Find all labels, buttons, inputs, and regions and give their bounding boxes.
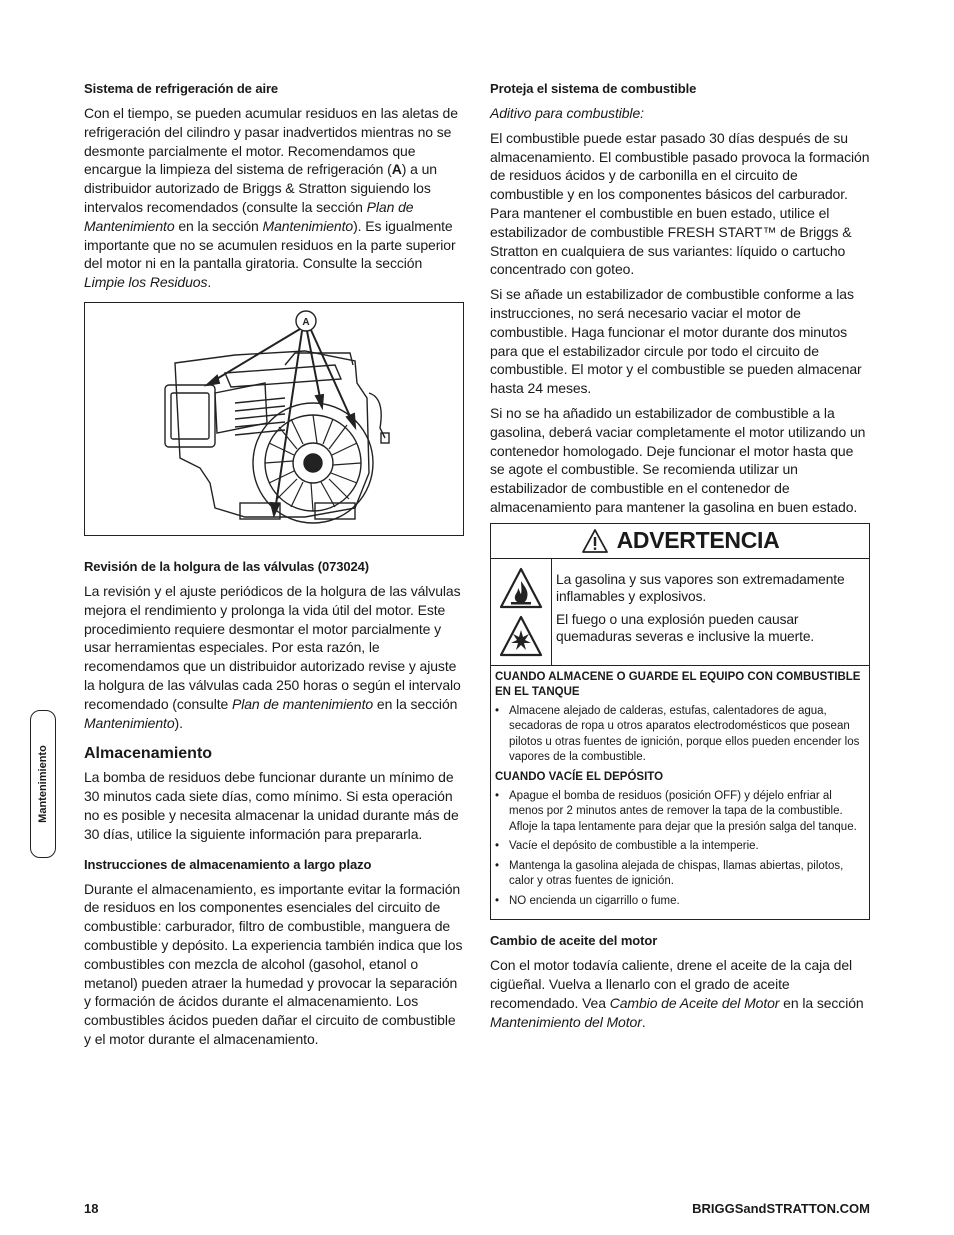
list-item bbox=[495, 859, 865, 890]
section-title-oil-change: Cambio de aceite del motor bbox=[490, 933, 658, 949]
text-run: en la sección bbox=[174, 217, 263, 234]
list-item-text: Mantenga la gasolina alejada de chispas, llamas abiertas, pilotos, calor y otras fuentes de ignición. bbox=[509, 859, 844, 888]
fuel-paragraph-3: Si no se ha añadido un estabilizador de combustible a la gasolina, deberá vaciar completamente el motor utilizando un contenedor homologado. Deje funcionar el motor hasta que se agote el combustible. Se recomienda utilizar un estabilizador de combustible en el contenedor de almacenamiento para mantener la gasolina en buen estado. bbox=[490, 404, 866, 515]
section-title-air-cooling: Sistema de refrigeración de aire bbox=[84, 81, 279, 96]
callout-a-label: A bbox=[302, 316, 310, 328]
text-run-italic: Aditivo para combustible: bbox=[490, 105, 644, 121]
section-title-storage: Almacenamiento bbox=[84, 745, 213, 763]
list-item-text: Vacíe el depósito de combustible a la intemperie. bbox=[509, 840, 759, 853]
engine-cooling-figure bbox=[84, 302, 464, 536]
text-run-bold: A bbox=[391, 161, 402, 178]
explosion-hazard-icon bbox=[499, 615, 543, 657]
text-run-italic: Plan de mantenimiento bbox=[232, 695, 374, 712]
text-run-italic: Plan de Mantenimiento bbox=[84, 198, 414, 234]
text-run-italic: Mantenimiento bbox=[262, 217, 354, 234]
website-footer: BRIGGSandSTRATTON.COM bbox=[692, 1201, 870, 1216]
text-run: ) a un distribuidor autorizado de Briggs & Stratton siguiendo los intervalos recomendados (consulte la sección bbox=[84, 161, 437, 215]
warning-box bbox=[490, 523, 870, 921]
list-item bbox=[495, 839, 865, 855]
list-item-text: NO encienda un cigarrillo o fume. bbox=[509, 894, 680, 907]
bullet: • bbox=[495, 789, 500, 802]
warning-hazard-row bbox=[491, 559, 869, 666]
text-run: La revisión y el ajuste periódicos de la holgura de las válvulas mejora el rendimiento y prolonga la vida útil del motor. Este procedimiento requiere desmontar el motor parcialmente y usar herramientas especiales. Por esta razón, le recomendamos que un distribuidor autorizado revise y ajuste la holgura de las válvulas cada 250 horas o según el intervalo recomendado (consulte bbox=[84, 582, 461, 712]
warning-hazard-text bbox=[552, 559, 869, 665]
valve-clearance-paragraph bbox=[84, 582, 464, 732]
text-run: . bbox=[641, 1013, 646, 1030]
side-tab-label: Mantenimiento bbox=[37, 745, 49, 823]
text-run: en la sección bbox=[779, 994, 864, 1011]
fuel-paragraph-2: Si se añade un estabilizador de combustible conforme a las instrucciones, no será necesario vaciar el motor de combustible. Haga funcionar el motor durante dos minutos para que el estabilizador circule por todo el circuito de combustible. El motor y el combustible se pueden almacenar hasta 24 meses. bbox=[490, 286, 862, 397]
text-run-italic: Mantenimiento bbox=[84, 714, 175, 731]
list-item bbox=[495, 894, 865, 910]
warning-text-2: El fuego o una explosión pueden causar quemaduras severas e inclusive la muerte. bbox=[556, 611, 815, 644]
text-run-italic: Limpie los Residuos bbox=[84, 274, 208, 291]
text-run: Con el tiempo, se pueden acumular residuos en las aletas de refrigeración del cilindro y pasar inadvertidos mientras no se desmonte parcialmente el motor. Recomendamos que encargue la limpieza del sistema de refrigeración ( bbox=[84, 105, 458, 178]
fuel-paragraph-1: El combustible puede estar pasado 30 días después de su almacenamiento. El combustible pasado provoca la formación de residuos ácidos y de carbonilla en el circuito de combustible y en los componentes básicos del carburador. Para mantener el combustible en buen estado, utilice el estabilizador de combustible FRESH START™ de Briggs & Stratton en cualquiera de sus variantes: líquido o cartucho concentrado con goteo. bbox=[490, 129, 870, 278]
list-item-text: Almacene alejado de calderas, estufas, calentadores de agua, secadoras de ropa u otros aparatos electrodomésticos que posean pilotos u otras fuentes de ignición, porque ellos pueden encender los vapores de la combustible. bbox=[509, 704, 860, 764]
section-side-tab bbox=[30, 710, 56, 858]
engine-illustration bbox=[85, 303, 463, 535]
left-column bbox=[84, 80, 464, 1055]
text-run-italic: Mantenimiento del Motor bbox=[490, 1013, 642, 1030]
text-run: ). bbox=[174, 714, 183, 731]
text-run: Con el motor todavía caliente, drene el aceite de la caja del cigüeñal. Vuelva a llenarlo con el grado de aceite recomendado. Vea bbox=[490, 957, 853, 1011]
warning-list-heading-1: CUANDO ALMACENE O GUARDE EL EQUIPO CON COMBUSTIBLE EN EL TANQUE bbox=[495, 670, 861, 698]
fuel-additive-subtitle bbox=[490, 104, 870, 123]
storage-paragraph: La bomba de residuos debe funcionar durante un mínimo de 30 minutos cada siete días, como mínimo. Si esta operación no es posible y necesita almacenar la unidad durante más de 30 días, utilice la siguiente información para prepararla. bbox=[84, 769, 459, 842]
text-run-italic: Cambio de Aceite del Motor bbox=[609, 994, 780, 1011]
warning-triangle-icon bbox=[581, 528, 609, 554]
text-run: en la sección bbox=[373, 695, 458, 712]
air-cooling-paragraph bbox=[84, 104, 464, 292]
list-item bbox=[495, 789, 865, 836]
page-number: 18 bbox=[84, 1201, 99, 1216]
warning-text-1: La gasolina y sus vapores son extremadamente inflamables y explosivos. bbox=[556, 571, 845, 604]
bullet: • bbox=[495, 894, 500, 907]
text-run: . bbox=[207, 274, 212, 291]
long-term-storage-paragraph: Durante el almacenamiento, es importante evitar la formación de residuos en los componentes esenciales del circuito de combustible: carburador, filtro de combustible, manguera de combustible y depósito. La experiencia también indica que los combustibles con mezcla de alcohol (gasohol, etanol o metanol) pueden atraer la humedad y provocar la separación y formación de ácidos durante el almacenamiento. Los combustibles ácidos pueden dañar el circuito de combustible y el motor durante el almacenamiento. bbox=[84, 880, 463, 1047]
list-item bbox=[495, 704, 865, 766]
fire-hazard-icon bbox=[499, 567, 543, 609]
text-run: ). Es igualmente importante que no se acumulen residuos en la parte superior del motor ni en la pantalla giratoria. Consulte la sección bbox=[84, 217, 456, 272]
bullet: • bbox=[495, 840, 500, 853]
section-title-long-term-storage: Instrucciones de almacenamiento a largo plazo bbox=[84, 856, 372, 872]
warning-list-heading-2: CUANDO VACÍE EL DEPÓSITO bbox=[495, 770, 664, 783]
warning-header bbox=[491, 524, 869, 559]
list-item-text: Apague el bomba de residuos (posición OFF) y déjelo enfriar al menos por 2 minutos antes de remover la tapa de la combustible. Afloje la tapa lentamente para dejar que la presión salga del tanque. bbox=[509, 789, 857, 833]
bullet: • bbox=[495, 859, 500, 872]
section-title-valve-clearance: Revisión de la holgura de las válvulas (073024) bbox=[84, 558, 370, 574]
right-column bbox=[490, 80, 870, 1037]
warning-instructions bbox=[491, 666, 869, 920]
section-title-fuel-system: Proteja el sistema de combustible bbox=[490, 81, 697, 96]
warning-icons bbox=[491, 559, 552, 665]
warning-title: ADVERTENCIA bbox=[616, 527, 780, 554]
bullet: • bbox=[495, 704, 500, 717]
oil-change-paragraph bbox=[490, 956, 870, 1031]
